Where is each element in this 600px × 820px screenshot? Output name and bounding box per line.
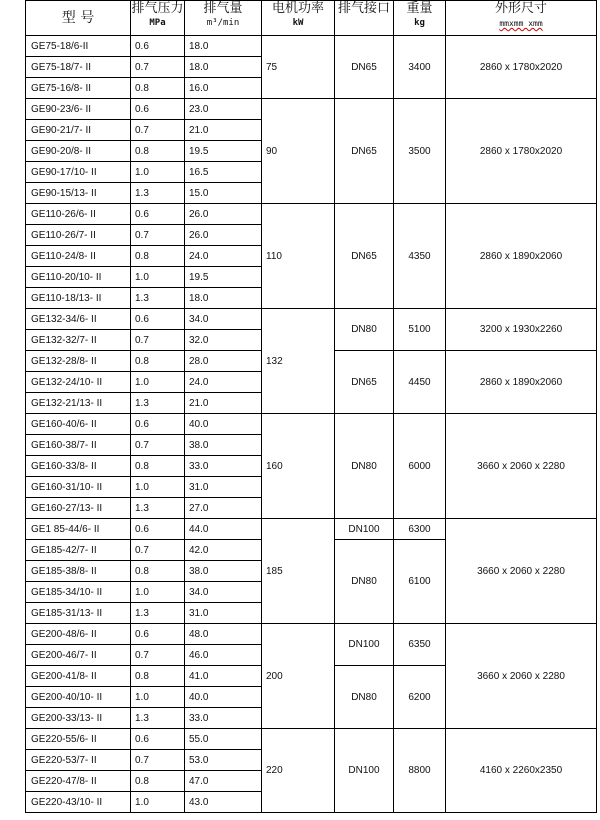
header-pressure-label: 排气压力: [131, 1, 184, 16]
model-cell: GE132-32/7- II: [26, 330, 131, 351]
model-cell: GE132-28/8- II: [26, 351, 131, 372]
flow-cell: 27.0: [185, 498, 262, 519]
size-cell: 4160 x 2260x2350: [446, 729, 597, 813]
size-cell: 3660 x 2060 x 2280: [446, 519, 597, 624]
pressure-cell: 0.6: [131, 204, 185, 225]
flow-cell: 43.0: [185, 792, 262, 813]
header-weight-label: 重量: [406, 1, 433, 16]
pressure-cell: 1.3: [131, 288, 185, 309]
size-cell: 2860 x 1780x2020: [446, 36, 597, 99]
header-size: [446, 1, 597, 36]
weight-cell: 3500: [394, 99, 446, 204]
pressure-cell: 0.8: [131, 141, 185, 162]
pressure-cell: 0.7: [131, 330, 185, 351]
model-cell: GE200-40/10- II: [26, 687, 131, 708]
weight-cell: 6200: [394, 666, 446, 729]
weight-cell: 6300: [394, 519, 446, 540]
model-cell: GE185-38/8- II: [26, 561, 131, 582]
header-row: [26, 1, 597, 36]
model-cell: GE185-31/13- II: [26, 603, 131, 624]
port-cell: DN65: [335, 36, 394, 99]
flow-cell: 15.0: [185, 183, 262, 204]
header-port: [335, 1, 394, 36]
model-cell: GE110-26/6- II: [26, 204, 131, 225]
model-cell: GE160-38/7- II: [26, 435, 131, 456]
table-row: [26, 624, 597, 645]
flow-cell: 18.0: [185, 57, 262, 78]
port-cell: DN80: [335, 414, 394, 519]
size-cell: 2860 x 1890x2060: [446, 351, 597, 414]
header-weight-unit: kg: [414, 18, 425, 28]
flow-cell: 16.5: [185, 162, 262, 183]
flow-cell: 47.0: [185, 771, 262, 792]
model-cell: GE110-18/13- II: [26, 288, 131, 309]
port-cell: DN65: [335, 351, 394, 414]
weight-cell: 5100: [394, 309, 446, 351]
flow-cell: 40.0: [185, 414, 262, 435]
flow-cell: 19.5: [185, 141, 262, 162]
pressure-cell: 0.7: [131, 120, 185, 141]
pressure-cell: 1.0: [131, 792, 185, 813]
model-cell: GE160-33/8- II: [26, 456, 131, 477]
pressure-cell: 1.0: [131, 162, 185, 183]
table-row: [26, 309, 597, 330]
flow-cell: 44.0: [185, 519, 262, 540]
pressure-cell: 1.3: [131, 393, 185, 414]
flow-cell: 34.0: [185, 309, 262, 330]
model-cell: GE220-43/10- II: [26, 792, 131, 813]
model-cell: GE90-20/8- II: [26, 141, 131, 162]
weight-cell: 6350: [394, 624, 446, 666]
flow-cell: 28.0: [185, 351, 262, 372]
pressure-cell: 0.8: [131, 561, 185, 582]
flow-cell: 40.0: [185, 687, 262, 708]
pressure-cell: 0.8: [131, 456, 185, 477]
spec-body: [26, 36, 597, 813]
port-cell: DN65: [335, 99, 394, 204]
model-cell: GE110-20/10- II: [26, 267, 131, 288]
table-row: [26, 99, 597, 120]
model-cell: GE110-26/7- II: [26, 225, 131, 246]
compressor-spec-table: [25, 0, 597, 813]
pressure-cell: 0.6: [131, 309, 185, 330]
header-power-label: 电机功率: [271, 1, 324, 16]
flow-cell: 21.0: [185, 393, 262, 414]
pressure-cell: 0.8: [131, 771, 185, 792]
size-cell: 2860 x 1890x2060: [446, 204, 597, 309]
pressure-cell: 0.6: [131, 36, 185, 57]
flow-cell: 18.0: [185, 288, 262, 309]
flow-cell: 26.0: [185, 225, 262, 246]
flow-cell: 16.0: [185, 78, 262, 99]
header-power-unit: kW: [292, 18, 304, 28]
model-cell: GE90-17/10- II: [26, 162, 131, 183]
flow-cell: 33.0: [185, 708, 262, 729]
flow-cell: 31.0: [185, 477, 262, 498]
pressure-cell: 0.7: [131, 57, 185, 78]
pressure-cell: 1.3: [131, 708, 185, 729]
weight-cell: 4450: [394, 351, 446, 414]
flow-cell: 32.0: [185, 330, 262, 351]
header-port-label: 排气接口: [337, 1, 390, 16]
table-row: [26, 414, 597, 435]
flow-cell: 26.0: [185, 204, 262, 225]
size-cell: 3200 x 1930x2260: [446, 309, 597, 351]
power-cell: 185: [262, 519, 335, 624]
power-cell: 200: [262, 624, 335, 729]
pressure-cell: 0.7: [131, 435, 185, 456]
flow-cell: 18.0: [185, 36, 262, 57]
flow-cell: 42.0: [185, 540, 262, 561]
flow-cell: 34.0: [185, 582, 262, 603]
port-cell: DN80: [335, 309, 394, 351]
flow-cell: 53.0: [185, 750, 262, 771]
pressure-cell: 1.3: [131, 603, 185, 624]
model-cell: GE220-47/8- II: [26, 771, 131, 792]
header-pressure-unit: MPa: [149, 18, 166, 28]
pressure-cell: 1.0: [131, 267, 185, 288]
header-size-unit: mmxmm xmm: [499, 19, 543, 28]
pressure-cell: 0.7: [131, 540, 185, 561]
port-cell: DN80: [335, 540, 394, 624]
flow-cell: 31.0: [185, 603, 262, 624]
header-flow: [185, 1, 262, 36]
size-cell: 3660 x 2060 x 2280: [446, 624, 597, 729]
pressure-cell: 0.6: [131, 624, 185, 645]
model-cell: GE75-16/8- II: [26, 78, 131, 99]
power-cell: 160: [262, 414, 335, 519]
table-row: [26, 204, 597, 225]
model-cell: GE90-15/13- II: [26, 183, 131, 204]
model-cell: GE90-21/7- II: [26, 120, 131, 141]
flow-cell: 23.0: [185, 99, 262, 120]
model-cell: GE200-33/13- II: [26, 708, 131, 729]
power-cell: 75: [262, 36, 335, 99]
spec-sheet: [25, 0, 596, 816]
size-cell: 3660 x 2060 x 2280: [446, 414, 597, 519]
pressure-cell: 1.0: [131, 372, 185, 393]
flow-cell: 41.0: [185, 666, 262, 687]
power-cell: 110: [262, 204, 335, 309]
flow-cell: 55.0: [185, 729, 262, 750]
model-cell: GE200-48/6- II: [26, 624, 131, 645]
model-cell: GE132-21/13- II: [26, 393, 131, 414]
flow-cell: 38.0: [185, 435, 262, 456]
pressure-cell: 0.7: [131, 750, 185, 771]
header-flow-unit: m³/min: [206, 18, 240, 28]
flow-cell: 19.5: [185, 267, 262, 288]
table-row: [26, 519, 597, 540]
pressure-cell: 0.8: [131, 78, 185, 99]
model-cell: GE200-46/7- II: [26, 645, 131, 666]
model-cell: GE160-27/13- II: [26, 498, 131, 519]
flow-cell: 38.0: [185, 561, 262, 582]
model-cell: GE90-23/6- II: [26, 99, 131, 120]
table-row: [26, 36, 597, 57]
flow-cell: 33.0: [185, 456, 262, 477]
pressure-cell: 1.3: [131, 183, 185, 204]
port-cell: DN100: [335, 729, 394, 813]
pressure-cell: 0.8: [131, 666, 185, 687]
model-cell: GE110-24/8- II: [26, 246, 131, 267]
power-cell: 132: [262, 309, 335, 414]
pressure-cell: 1.0: [131, 477, 185, 498]
pressure-cell: 0.6: [131, 729, 185, 750]
header-pressure: [131, 1, 185, 36]
flow-cell: 21.0: [185, 120, 262, 141]
pressure-cell: 1.0: [131, 582, 185, 603]
flow-cell: 24.0: [185, 246, 262, 267]
weight-cell: 4350: [394, 204, 446, 309]
pressure-cell: 0.7: [131, 645, 185, 666]
port-cell: DN100: [335, 519, 394, 540]
weight-cell: 6100: [394, 540, 446, 624]
port-cell: DN65: [335, 204, 394, 309]
model-cell: GE220-53/7- II: [26, 750, 131, 771]
weight-cell: 6000: [394, 414, 446, 519]
model-cell: GE132-24/10- II: [26, 372, 131, 393]
model-cell: GE1 85-44/6- II: [26, 519, 131, 540]
port-cell: DN100: [335, 624, 394, 666]
model-cell: GE75-18/7- II: [26, 57, 131, 78]
model-cell: GE200-41/8- II: [26, 666, 131, 687]
power-cell: 90: [262, 99, 335, 204]
model-cell: GE132-34/6- II: [26, 309, 131, 330]
model-cell: GE220-55/6- II: [26, 729, 131, 750]
weight-cell: 3400: [394, 36, 446, 99]
pressure-cell: 1.0: [131, 687, 185, 708]
model-cell: GE160-40/6- II: [26, 414, 131, 435]
table-row: [26, 729, 597, 750]
pressure-cell: 0.7: [131, 225, 185, 246]
header-weight: [394, 1, 446, 36]
power-cell: 220: [262, 729, 335, 813]
header-model: [26, 1, 131, 36]
weight-cell: 8800: [394, 729, 446, 813]
flow-cell: 48.0: [185, 624, 262, 645]
model-cell: GE185-34/10- II: [26, 582, 131, 603]
flow-cell: 46.0: [185, 645, 262, 666]
header-model-label: 型 号: [61, 9, 95, 26]
size-cell: 2860 x 1780x2020: [446, 99, 597, 204]
header-power: [262, 1, 335, 36]
header-flow-label: 排气量: [203, 1, 243, 16]
pressure-cell: 0.6: [131, 519, 185, 540]
header-size-label: 外形尺寸: [494, 1, 547, 16]
pressure-cell: 0.6: [131, 414, 185, 435]
pressure-cell: 1.3: [131, 498, 185, 519]
pressure-cell: 0.8: [131, 246, 185, 267]
port-cell: DN80: [335, 666, 394, 729]
flow-cell: 24.0: [185, 372, 262, 393]
pressure-cell: 0.6: [131, 99, 185, 120]
model-cell: GE75-18/6-II: [26, 36, 131, 57]
pressure-cell: 0.8: [131, 351, 185, 372]
model-cell: GE160-31/10- II: [26, 477, 131, 498]
model-cell: GE185-42/7- II: [26, 540, 131, 561]
